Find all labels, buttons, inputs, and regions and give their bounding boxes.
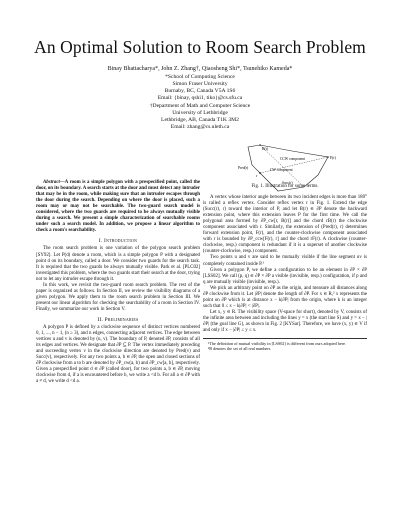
label-cw-component: CW component [270,168,293,172]
affiliation-1-line: Simon Fraser University [172,80,228,87]
label-f-r: F(r) [330,156,336,160]
right-paragraph-1: A vertex whose interior angle between its two incident edges is more than 180° is called a reflex vertex. Consider reflex vertex r in Fig. 1. Extend the edge (Succ(r), r) toward the interior of P, and let B(r) ∈ ∂P denote the backward extension point, where this extension leaves P for the first time. We call the polygonal area formed by ∂P_cw[r, B(r)] and the chord rB(r) the clockwise component associated with r. Similarly, the extension of (Pred(r), r) determines forward extension point, F(r), and the counter-clockwise component associated with r is bounded by ∂P_ccw[F(r), r] and the chord rF(r). A clockwise (counter-clockwise, resp.) component is redundant if it is a superset of another clockwise (counter-clockwise, resp.) component. [203,195,367,255]
point-b-r [259,144,261,146]
author-names: Binay Bhattacharya*, John Z. Zhang†, Qiaosheng Shi*, Tsunehiko Kameda* [107,66,293,72]
paper-title: An Optimal Solution to Room Search Problem [34,37,366,57]
abstract [36,180,200,234]
affiliation-2-line: †Department of Math and Computer Science [149,102,251,109]
footnote-1: ¹The definition of mutual visibility in [LSS02] is different from ours adopted here. [208,341,347,347]
right-paragraph-5: Let x, y ∈ R. The visibility space (V-space for short), denoted by V, consists of the infinite area between and including the lines y = x (the start line S) and y = x − |∂P| (the goal line G), as shown in Fig. 2 [KYSar]. Therefore, we have (x, y) ∈ V if and only if x − |∂P| ≤ y ≤ x. [203,309,367,334]
abstract-text: —A room is a simple polygon with a prespecified point, called the door, on its boundary. A search starts at the door and must detect any intruder that may be in the room, while making sure that an intruder escapes through the door during the search. Depending on where the door is placed, such a room may or may not be searchable. The two-guard search model is considered, where the two guards are required to be always mutually visible during a search. We present a simple characterization of searchable rooms under such a search model. In addition, we propose a linear algorithm to check a room's searchability. [36,180,200,234]
right-paragraph-4: We pick an arbitrary point on ∂P as the origin, and measure all distances along ∂P clockwise from it. Let |∂P| denote the length of ∂P. For x ∈ R,² x represents the point on ∂P which is at distance x − k|∂P| from the origin, where k is an integer such that 0 ≤ x − k|∂P| < |∂P|. [203,285,367,309]
label-succ-r: Succ(r) [282,181,293,185]
reflex-vertex-r [259,172,261,174]
section-heading-preliminaries: II. Preliminaries [97,316,139,323]
label-r: r [256,174,258,178]
figure-1-caption: Fig. 1. Illustration for some terms. [251,184,319,189]
affiliation-1-line: Burnaby, BC, Canada V5A 1S6 [164,88,236,95]
affiliation-2-line: University of Lethbridge [172,109,228,116]
footnote-2: ²R denotes the set of all real numbers. [208,346,272,352]
affiliation-2-email: Email: zhang@cs.uleth.ca [170,124,230,131]
label-b-r: B(r) [262,147,269,151]
footnotes [203,338,367,351]
right-column [203,195,367,351]
intro-paragraph-1: The room search problem is one variation of the polygon search problem [SY92]. Let P(d) denote a room, which is a simple polygon P with a designated point d on its boundary, called a door. We consider two guards for the search task. It is required that the two guards be always mutually visible. Park et al. [PLC02] investigated this problem, where the two guards start their search at the door, trying not to let any intruder escape through it. [36,246,200,282]
section-heading-introduction: I. Introduction [98,238,138,245]
right-paragraph-2: Two points u and v are said to be mutually visible if the line segment uv is completely contained inside P.¹ [203,255,367,267]
label-pred-r: Pred(r) [238,166,249,170]
point-f-r [327,156,329,158]
abstract-label: Abstract [43,180,60,185]
intro-paragraph-2: In this work, we revisit the two-guard room search problem. The rest of the paper is organized as follows. In Section II, we review the visibility diagrams of a given polygon. We apply them to the room search problem in Section III. We present our linear algorithm for checking the searchability of a room in Section IV. Finally, we summarize our work in Section V. [36,282,200,312]
affiliation-1-line: *School of Computing Science [165,73,235,80]
affiliation-2-line: Lethbridge, AB, Canada T1K 3M2 [161,116,239,123]
right-paragraph-3: Given a polygon P, we define a configuration to be an element in ∂P × ∂P [LSS02]. We call (p, q) ∈ ∂P × ∂P a visible (invisible, resp.) configuration, if p and q are mutually visible (invisible, resp.). [203,267,367,285]
left-column [36,180,200,386]
label-ccw-component: CCW component [280,157,305,161]
affiliation-1-email: Email: {binay, qshi1, tiko}@cs.sfu.ca [157,95,243,102]
author-block [0,66,400,131]
preliminaries-paragraph-1: A polygon P is defined by a clockwise sequence of distinct vertices numbered 0, 1, ..., n − 1, (n ≥ 3), and n edges, connecting adjacent vertices. The edge between vertices u and v is denoted by (u, v). The boundary of P, denoted ∂P, consists of all its edges and vertices. We designate that ∂P ⊆ P. The vertex immediately preceding and succeeding vertex v in the clockwise direction are denoted by Pred(v) and Succ(v), respectively. For any two points a, b ∈ ∂P, the open and closed sections of ∂P clockwise from a to b are denoted by ∂P_cw(a, b) and ∂P_cw[a, b], respectively. Given a prespecified point d ∈ ∂P (called door), for two points a, b ∈ ∂P, moving clockwise from d, if a is encountered before b, we write a <d b. For all a ∈ ∂P with a ≠ d, we write d <d a. [36,325,200,385]
